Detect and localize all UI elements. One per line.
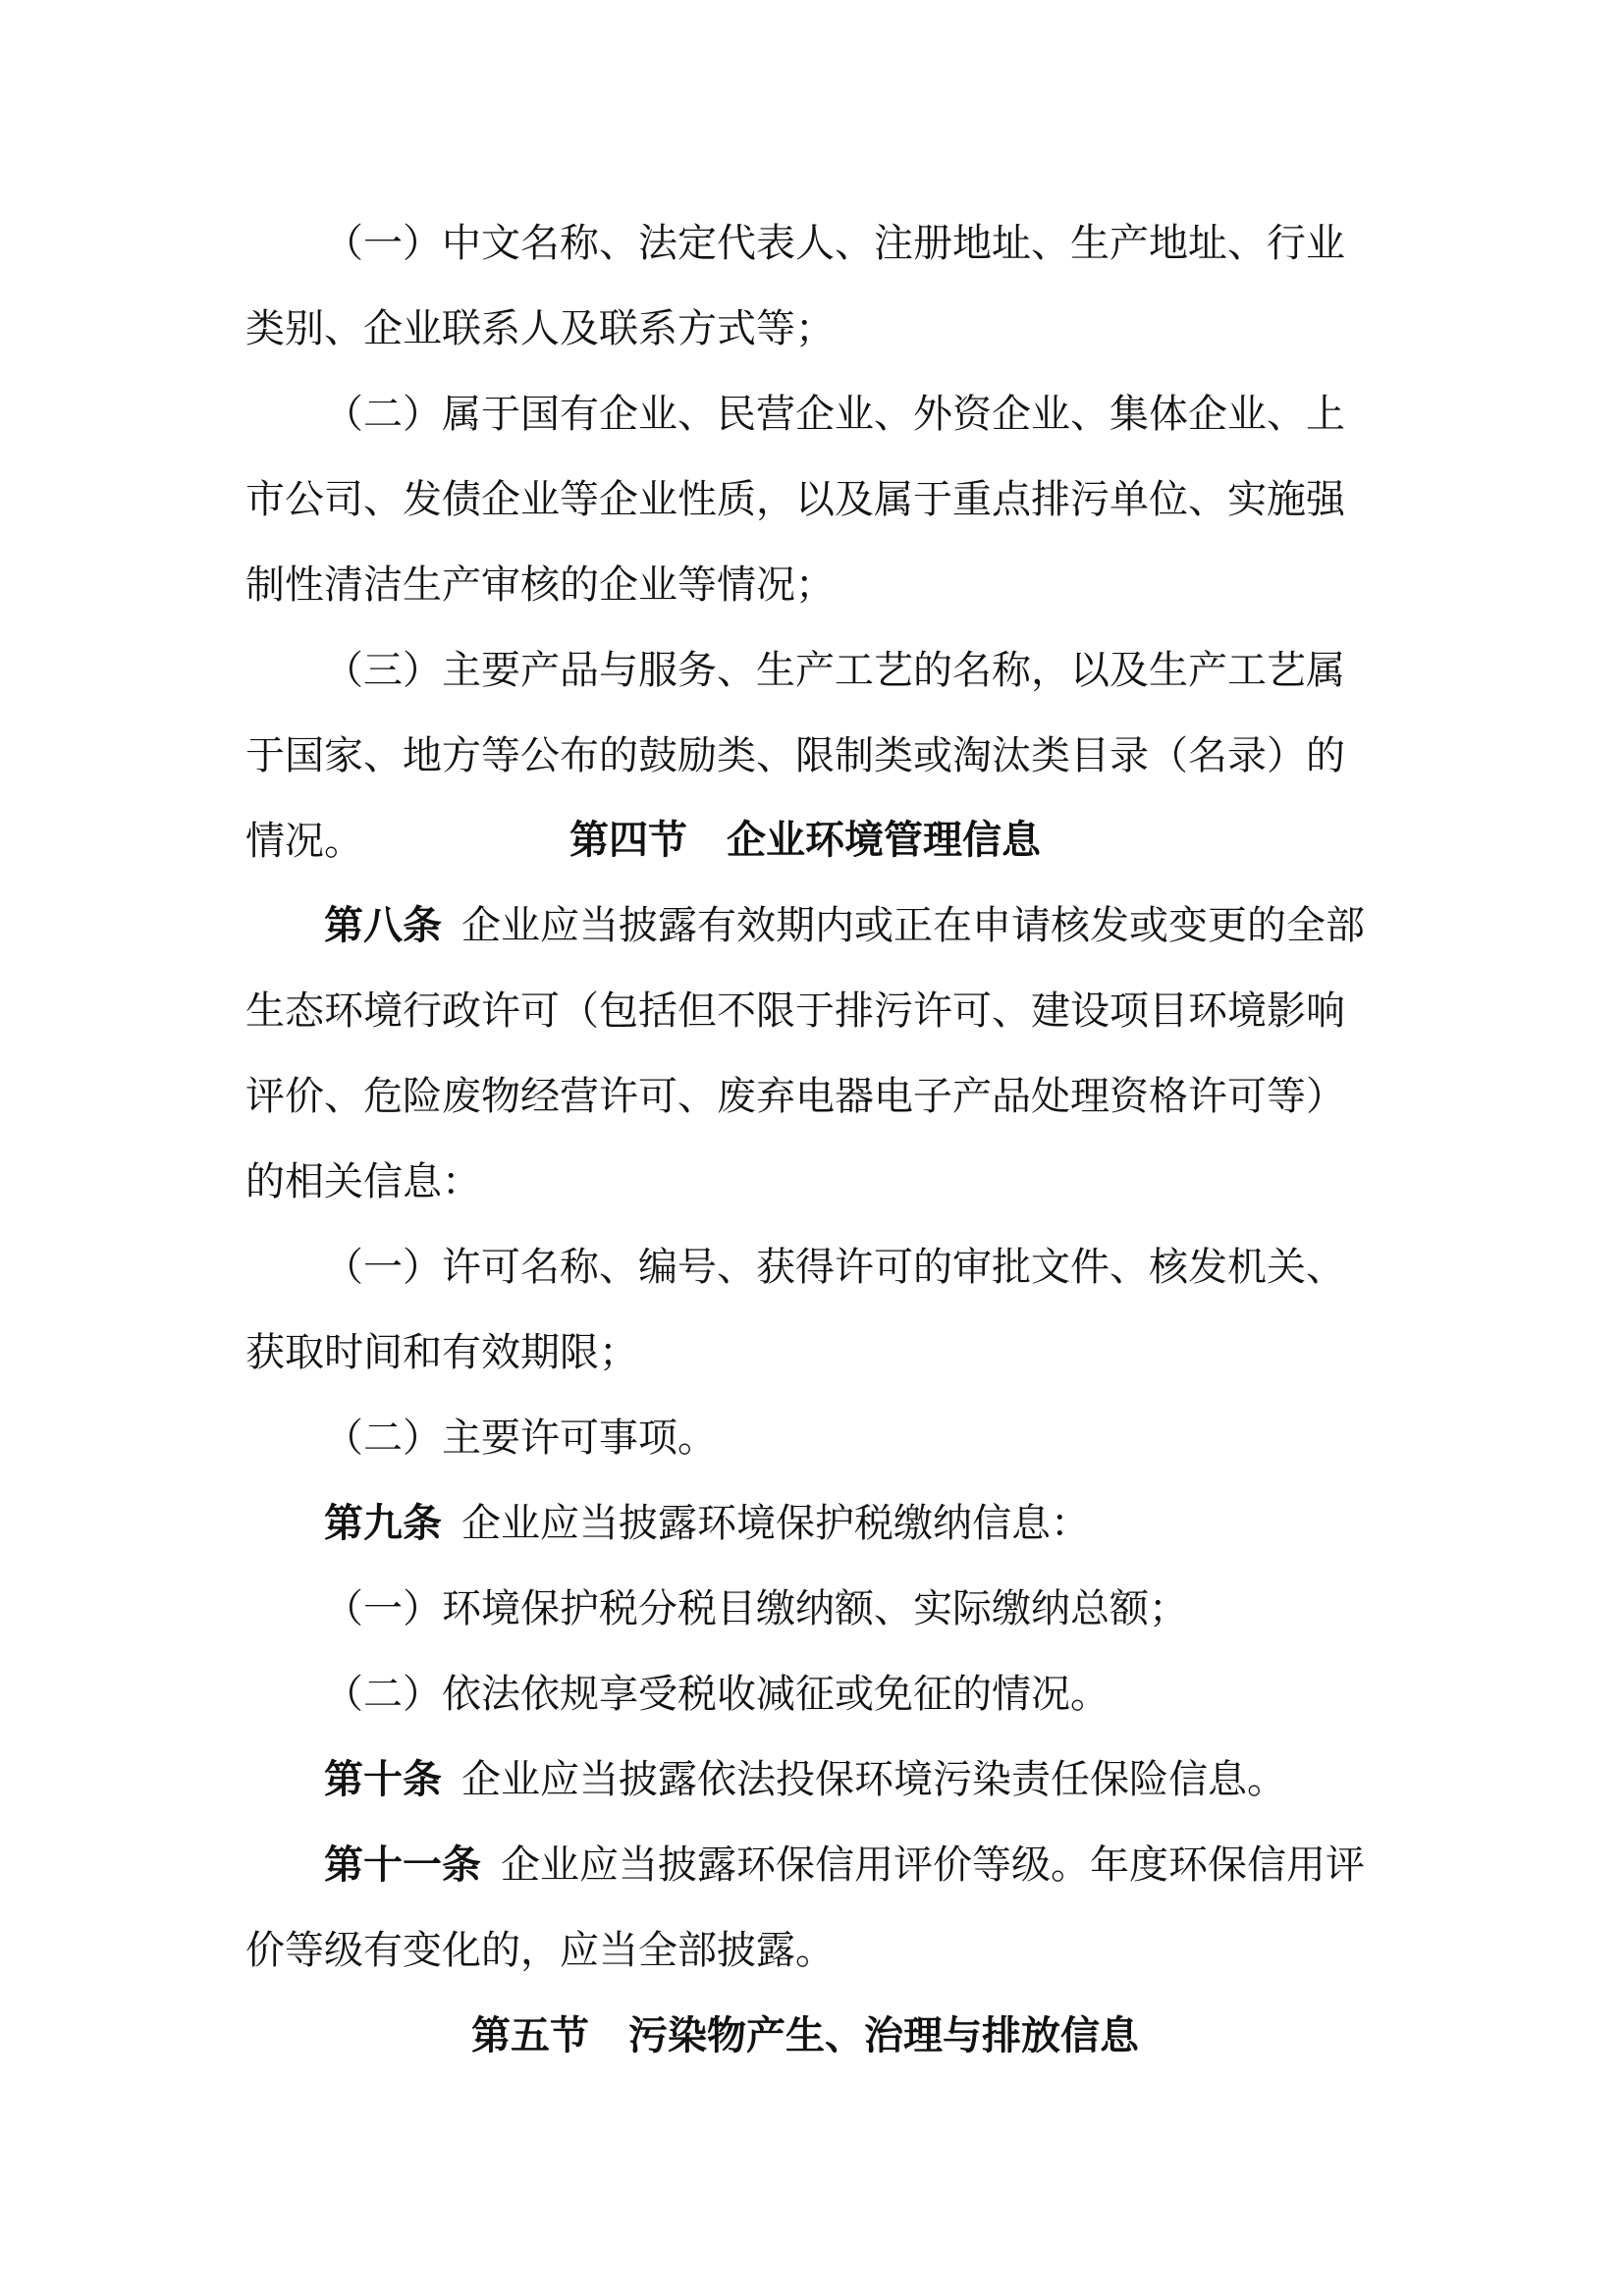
article-11-text: 企业应当披露环保信用评价等级。年度环保信用评价等级有变化的，应当全部披露。	[245, 1842, 1365, 1973]
article-9	[245, 1481, 1365, 1567]
paragraph-item-2: （二）属于国有企业、民营企业、外资企业、集体企业、上市公司、发债企业等企业性质，以及属于重点排污单位、实施强制性清洁生产审核的企业等情况；	[245, 392, 1345, 608]
article-9-item-2: （二）依法依规享受税收减征或免征的情况。	[324, 1672, 1110, 1717]
article-9-item-1: （一）环境保护税分税目缴纳额、实际缴纳总额；	[324, 1586, 1188, 1631]
paragraph-item-1: （一）中文名称、法定代表人、注册地址、生产地址、行业类别、企业联系人及联系方式等；	[245, 221, 1345, 351]
section-heading-5: 第五节 污染物产生、治理与排放信息	[471, 2013, 1139, 2058]
article-8	[245, 883, 1365, 1225]
article-8-item-2: （二）主要许可事项。	[324, 1415, 717, 1461]
article-11-title: 第十一条	[324, 1842, 481, 1888]
article-8-item-1: （一）许可名称、编号、获得许可的审批文件、核发机关、获取时间和有效期限；	[245, 1245, 1345, 1375]
paragraph-item-3: （三）主要产品与服务、生产工艺的名称，以及生产工艺属于国家、地方等公布的鼓励类、限制类或淘汰类目录（名录）的情况。	[245, 648, 1345, 864]
article-10-text: 企业应当披露依法投保环境污染责任保险信息。	[461, 1757, 1286, 1802]
article-11	[245, 1823, 1365, 1994]
article-9-title: 第九条	[324, 1501, 442, 1546]
article-8-text: 企业应当披露有效期内或正在申请核发或变更的全部生态环境行政许可（包括但不限于排污许可、建设项目环境影响评价、危险废物经营许可、废弃电器电子产品处理资格许可等）的相关信息：	[245, 903, 1365, 1204]
article-10	[245, 1737, 1365, 1823]
article-8-title: 第八条	[324, 903, 442, 948]
section-heading-4: 第四节 企业环境管理信息	[569, 818, 1041, 863]
article-9-text: 企业应当披露环境保护税缴纳信息：	[461, 1501, 1090, 1546]
article-10-title: 第十条	[324, 1757, 442, 1802]
